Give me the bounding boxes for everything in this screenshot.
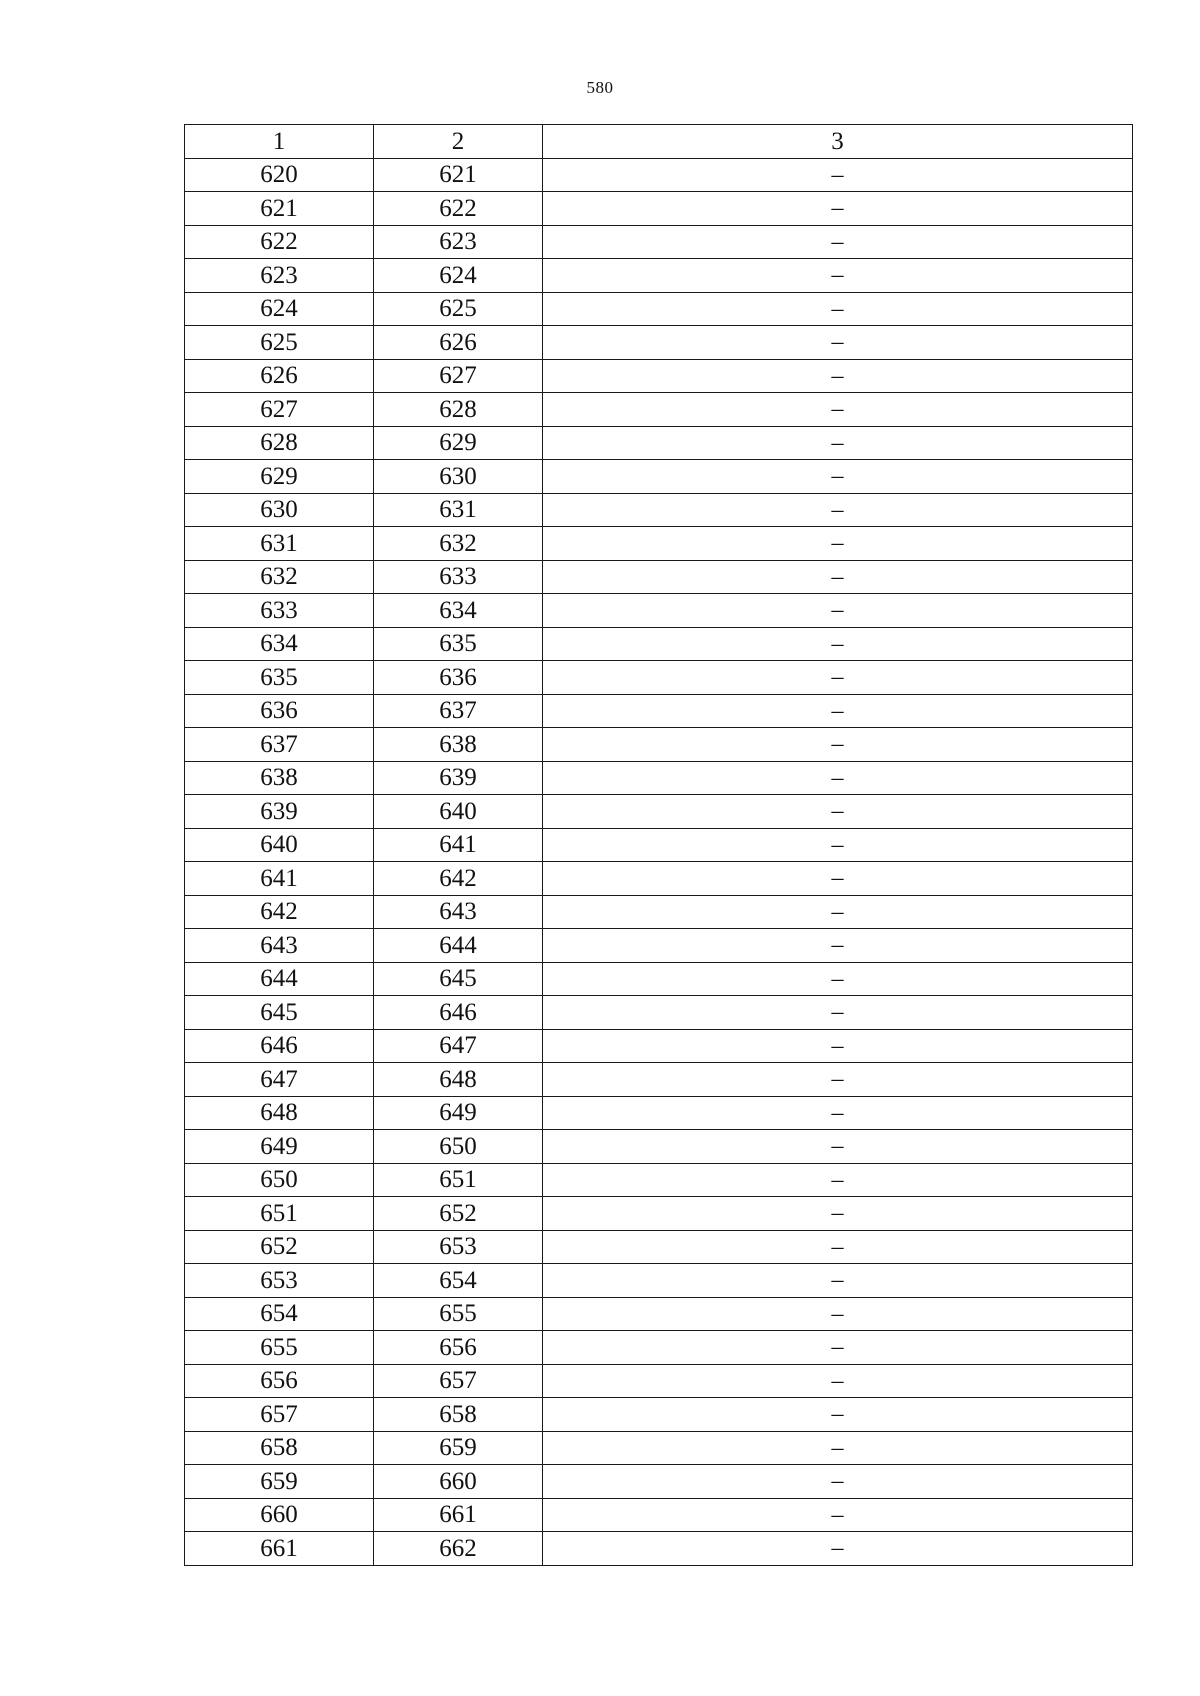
cell-col-3: –	[543, 1130, 1133, 1164]
cell-col-2: 655	[374, 1297, 543, 1331]
cell-col-1: 639	[185, 795, 374, 829]
cell-col-3: –	[543, 1197, 1133, 1231]
cell-col-1: 628	[185, 426, 374, 460]
cell-col-2: 642	[374, 862, 543, 896]
cell-col-3: –	[543, 1364, 1133, 1398]
cell-col-2: 649	[374, 1096, 543, 1130]
table-row	[185, 527, 1133, 561]
cell-col-1: 634	[185, 627, 374, 661]
table-row	[185, 1498, 1133, 1532]
cell-col-2: 634	[374, 594, 543, 628]
cell-col-3: –	[543, 962, 1133, 996]
table-row	[185, 1197, 1133, 1231]
cell-col-2: 633	[374, 560, 543, 594]
cell-col-1: 643	[185, 929, 374, 963]
cell-col-1: 642	[185, 895, 374, 929]
page-number: 580	[586, 78, 614, 97]
cell-col-2: 628	[374, 393, 543, 427]
cell-col-3: –	[543, 795, 1133, 829]
cell-col-3: –	[543, 359, 1133, 393]
cell-col-3: –	[543, 661, 1133, 695]
cell-col-1: 655	[185, 1331, 374, 1365]
cell-col-1: 658	[185, 1431, 374, 1465]
cell-col-1: 652	[185, 1230, 374, 1264]
cell-col-3: –	[543, 259, 1133, 293]
column-header-2: 2	[374, 125, 543, 159]
table-row	[185, 627, 1133, 661]
cell-col-3: –	[543, 426, 1133, 460]
cell-col-1: 659	[185, 1465, 374, 1499]
cell-col-3: –	[543, 326, 1133, 360]
cell-col-3: –	[543, 895, 1133, 929]
cell-col-3: –	[543, 460, 1133, 494]
table-row	[185, 862, 1133, 896]
table-row	[185, 661, 1133, 695]
table-row	[185, 1331, 1133, 1365]
cell-col-1: 630	[185, 493, 374, 527]
table-row	[185, 728, 1133, 762]
cell-col-1: 626	[185, 359, 374, 393]
cell-col-3: –	[543, 1230, 1133, 1264]
cell-col-3: –	[543, 1297, 1133, 1331]
table-row	[185, 895, 1133, 929]
cell-col-2: 629	[374, 426, 543, 460]
cell-col-1: 620	[185, 158, 374, 192]
cell-col-2: 653	[374, 1230, 543, 1264]
table-row	[185, 996, 1133, 1030]
cell-col-3: –	[543, 828, 1133, 862]
cell-col-3: –	[543, 158, 1133, 192]
table-row	[185, 1063, 1133, 1097]
cell-col-3: –	[543, 594, 1133, 628]
cell-col-1: 661	[185, 1532, 374, 1566]
cell-col-1: 622	[185, 225, 374, 259]
cell-col-3: –	[543, 1264, 1133, 1298]
cell-col-3: –	[543, 560, 1133, 594]
cell-col-3: –	[543, 1063, 1133, 1097]
cell-col-2: 632	[374, 527, 543, 561]
cell-col-2: 635	[374, 627, 543, 661]
table-row	[185, 1364, 1133, 1398]
table-row	[185, 1163, 1133, 1197]
cell-col-3: –	[543, 393, 1133, 427]
table-row	[185, 292, 1133, 326]
cell-col-3: –	[543, 862, 1133, 896]
cell-col-2: 624	[374, 259, 543, 293]
cell-col-2: 630	[374, 460, 543, 494]
cell-col-1: 635	[185, 661, 374, 695]
cell-col-3: –	[543, 761, 1133, 795]
cell-col-1: 640	[185, 828, 374, 862]
table-row	[185, 1130, 1133, 1164]
cell-col-1: 637	[185, 728, 374, 762]
table-row	[185, 962, 1133, 996]
cell-col-3: –	[543, 1029, 1133, 1063]
data-table	[184, 124, 1133, 1566]
cell-col-2: 657	[374, 1364, 543, 1398]
cell-col-3: –	[543, 225, 1133, 259]
cell-col-3: –	[543, 1096, 1133, 1130]
cell-col-3: –	[543, 1431, 1133, 1465]
cell-col-1: 648	[185, 1096, 374, 1130]
cell-col-1: 625	[185, 326, 374, 360]
cell-col-3: –	[543, 1398, 1133, 1432]
cell-col-2: 637	[374, 694, 543, 728]
cell-col-2: 645	[374, 962, 543, 996]
cell-col-1: 656	[185, 1364, 374, 1398]
cell-col-3: –	[543, 1532, 1133, 1566]
cell-col-3: –	[543, 1163, 1133, 1197]
cell-col-1: 627	[185, 393, 374, 427]
cell-col-1: 645	[185, 996, 374, 1030]
cell-col-2: 654	[374, 1264, 543, 1298]
cell-col-3: –	[543, 694, 1133, 728]
column-header-3: 3	[543, 125, 1133, 159]
cell-col-3: –	[543, 192, 1133, 226]
cell-col-1: 647	[185, 1063, 374, 1097]
cell-col-1: 650	[185, 1163, 374, 1197]
cell-col-1: 651	[185, 1197, 374, 1231]
cell-col-2: 626	[374, 326, 543, 360]
cell-col-1: 629	[185, 460, 374, 494]
cell-col-2: 648	[374, 1063, 543, 1097]
table-row	[185, 326, 1133, 360]
table-row	[185, 1264, 1133, 1298]
cell-col-2: 631	[374, 493, 543, 527]
table-row	[185, 393, 1133, 427]
cell-col-2: 656	[374, 1331, 543, 1365]
cell-col-1: 654	[185, 1297, 374, 1331]
table-row	[185, 1465, 1133, 1499]
header-row	[185, 125, 1133, 159]
cell-col-1: 638	[185, 761, 374, 795]
cell-col-2: 621	[374, 158, 543, 192]
cell-col-1: 641	[185, 862, 374, 896]
cell-col-3: –	[543, 728, 1133, 762]
cell-col-3: –	[543, 292, 1133, 326]
cell-col-3: –	[543, 929, 1133, 963]
table-body	[185, 158, 1133, 1565]
table-row	[185, 795, 1133, 829]
cell-col-2: 627	[374, 359, 543, 393]
cell-col-3: –	[543, 1498, 1133, 1532]
table-row	[185, 259, 1133, 293]
cell-col-3: –	[543, 493, 1133, 527]
cell-col-2: 623	[374, 225, 543, 259]
cell-col-2: 647	[374, 1029, 543, 1063]
cell-col-2: 658	[374, 1398, 543, 1432]
cell-col-3: –	[543, 527, 1133, 561]
cell-col-2: 641	[374, 828, 543, 862]
cell-col-1: 631	[185, 527, 374, 561]
cell-col-1: 657	[185, 1398, 374, 1432]
cell-col-2: 661	[374, 1498, 543, 1532]
table-header	[185, 125, 1133, 159]
table-row	[185, 1029, 1133, 1063]
column-header-1: 1	[185, 125, 374, 159]
cell-col-2: 662	[374, 1532, 543, 1566]
table-row	[185, 225, 1133, 259]
cell-col-1: 646	[185, 1029, 374, 1063]
cell-col-2: 643	[374, 895, 543, 929]
cell-col-3: –	[543, 1331, 1133, 1365]
table-row	[185, 1096, 1133, 1130]
cell-col-3: –	[543, 1465, 1133, 1499]
cell-col-2: 625	[374, 292, 543, 326]
cell-col-1: 624	[185, 292, 374, 326]
cell-col-2: 646	[374, 996, 543, 1030]
cell-col-2: 640	[374, 795, 543, 829]
cell-col-2: 659	[374, 1431, 543, 1465]
cell-col-2: 650	[374, 1130, 543, 1164]
cell-col-2: 660	[374, 1465, 543, 1499]
table-row	[185, 694, 1133, 728]
cell-col-2: 652	[374, 1197, 543, 1231]
table-row	[185, 560, 1133, 594]
table-row	[185, 158, 1133, 192]
cell-col-1: 636	[185, 694, 374, 728]
cell-col-1: 632	[185, 560, 374, 594]
table-row	[185, 493, 1133, 527]
table-row	[185, 828, 1133, 862]
table-row	[185, 761, 1133, 795]
cell-col-1: 633	[185, 594, 374, 628]
cell-col-1: 653	[185, 1264, 374, 1298]
cell-col-2: 638	[374, 728, 543, 762]
cell-col-2: 622	[374, 192, 543, 226]
cell-col-2: 644	[374, 929, 543, 963]
table-row	[185, 192, 1133, 226]
cell-col-1: 621	[185, 192, 374, 226]
table-row	[185, 1398, 1133, 1432]
table-row	[185, 1431, 1133, 1465]
table-row	[185, 426, 1133, 460]
cell-col-2: 639	[374, 761, 543, 795]
table-row	[185, 594, 1133, 628]
table-row	[185, 1532, 1133, 1566]
table-row	[185, 460, 1133, 494]
cell-col-3: –	[543, 627, 1133, 661]
cell-col-1: 660	[185, 1498, 374, 1532]
cell-col-1: 649	[185, 1130, 374, 1164]
table-row	[185, 359, 1133, 393]
cell-col-2: 636	[374, 661, 543, 695]
cell-col-3: –	[543, 996, 1133, 1030]
cell-col-1: 644	[185, 962, 374, 996]
table-row	[185, 1230, 1133, 1264]
cell-col-2: 651	[374, 1163, 543, 1197]
table-row	[185, 929, 1133, 963]
table-row	[185, 1297, 1133, 1331]
cell-col-1: 623	[185, 259, 374, 293]
